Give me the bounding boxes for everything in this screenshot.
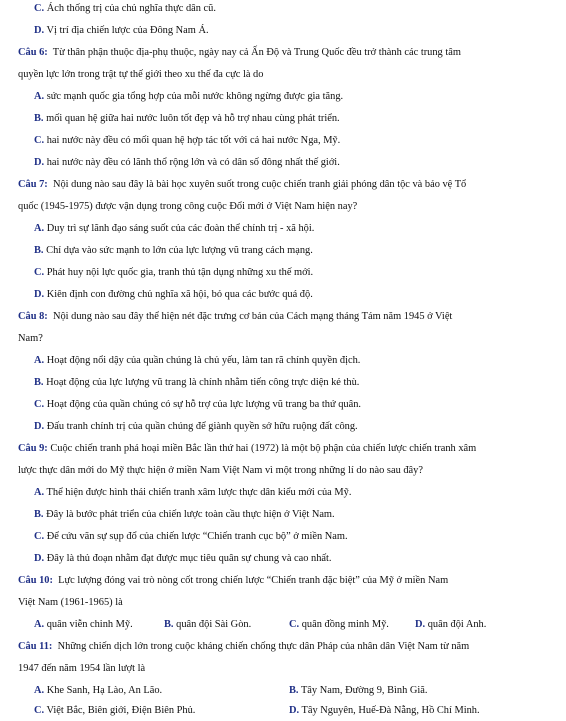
option-text: Thể hiện được hình thái chiến tranh xâm lược thực dân kiểu mới của Mỹ. (46, 487, 352, 498)
question-number: Câu 11: (18, 641, 53, 652)
option-text: Duy trì sự lãnh đạo sáng suốt của các đoàn thể chính trị - xã hội. (46, 223, 315, 234)
question-8-continued (18, 334, 43, 344)
option-letter: C. (34, 3, 45, 14)
question-text: quốc (1945-1975) được vận dụng trong công cuộc Đổi mới ở Việt Nam hiện nay? (18, 201, 358, 212)
question-text: quyền lực lớn trong trật tự thế giới theo xu thế đa cực là do (18, 69, 264, 80)
question-number: Câu 8: (18, 311, 48, 322)
question-6-continued (18, 70, 263, 80)
question-number: Câu 7: (18, 179, 48, 190)
option-letter: D. (289, 705, 300, 716)
option-letter: C. (34, 135, 45, 146)
option-a (34, 620, 133, 630)
question-number: Câu 6: (18, 47, 48, 58)
option-a (34, 224, 314, 234)
option-text: sức mạnh quốc gia tổng hợp của mỗi nước không ngừng được gia tăng. (46, 91, 344, 102)
option-c (34, 136, 340, 146)
option-letter: A. (34, 355, 45, 366)
question-6 (18, 48, 461, 58)
option-text: Đấu tranh chính trị của quần chúng để giành quyền sở hữu ruộng đất công. (46, 421, 358, 432)
question-text: Nội dung nào sau đây là bài học xuyên suốt trong cuộc chiến tranh giải phóng dân tộc và bảo vệ Tổ (52, 179, 467, 190)
option-b (34, 378, 359, 388)
question-10 (18, 576, 448, 586)
option-c (34, 400, 361, 410)
question-10-continued (18, 598, 123, 608)
option-d (34, 290, 313, 300)
option-b (164, 620, 251, 630)
option-d (289, 706, 480, 716)
option-c (34, 268, 313, 278)
question-8 (18, 312, 452, 322)
option-text: quân đồng minh Mỹ. (301, 619, 389, 630)
option-text: Hoạt động của lực lượng vũ trang là chính nhằm tiến công trực diện kẻ thù. (46, 377, 360, 388)
option-text: Khe Sanh, Hạ Lào, An Lão. (46, 685, 163, 696)
option-text: Tây Nguyên, Huế-Đà Nẵng, Hồ Chí Minh. (301, 705, 480, 716)
question-text: Lực lượng đóng vai trò nòng cốt trong chiến lược “Chiến tranh đặc biệt” của Mỹ ở miền Nam (58, 575, 449, 586)
option-text: Phát huy nội lực quốc gia, tranh thủ tận dụng những xu thế mới. (46, 267, 314, 278)
option-b (34, 510, 335, 520)
option-letter: C. (34, 531, 45, 542)
question-number: Câu 9: (18, 443, 48, 454)
option-text: quân đội Sài Gòn. (176, 619, 252, 630)
option-letter: A. (34, 685, 45, 696)
option-d (34, 158, 340, 168)
option-a (34, 488, 351, 498)
question-7 (18, 180, 466, 190)
question-11-continued (18, 664, 145, 674)
option-d (34, 422, 358, 432)
option-c (289, 620, 389, 630)
option-letter: D. (34, 157, 45, 168)
question-text: Nam? (18, 333, 43, 344)
option-letter: A. (34, 619, 45, 630)
option-letter: A. (34, 487, 45, 498)
option-text: quân đội Anh. (427, 619, 487, 630)
question-9-continued (18, 466, 423, 476)
option-b (34, 114, 340, 124)
option-b (289, 686, 428, 696)
option-letter: C. (289, 619, 300, 630)
option-letter: B. (164, 619, 174, 630)
option-letter: D. (34, 553, 45, 564)
option-text: Việt Bắc, Biên giới, Điện Biên Phủ. (46, 705, 196, 716)
option-letter: D. (34, 25, 45, 36)
question-text: Nội dung nào sau đây thể hiện nét đặc trưng cơ bản của Cách mạng tháng Tám năm 1945 ở Việt (52, 311, 453, 322)
question-11 (18, 642, 469, 652)
question-text: Cuộc chiến tranh phá hoại miền Bắc lần thứ hai (1972) là một bộ phận của chiến lược chiến tranh xâm (50, 443, 477, 454)
option-letter: B. (34, 377, 44, 388)
option-text: Đây là bước phát triển của chiến lược toàn cầu thực hiện ở Việt Nam. (46, 509, 335, 520)
option-text: hai nước này đều có mối quan hệ hợp tác tốt với cả hai nước Nga, Mỹ. (46, 135, 341, 146)
option-text: Vị trí địa chiến lược của Đông Nam Á. (46, 25, 209, 36)
option-text: quân viễn chinh Mỹ. (46, 619, 133, 630)
option-c (34, 706, 195, 716)
question-text: lược thực dân mới do Mỹ thực hiện ở miền Nam Việt Nam vì một trong những lí do nào sau đây? (18, 465, 423, 476)
option-text: hai nước này đều có lãnh thổ rộng lớn và có dân số đông nhất thế giới. (46, 157, 340, 168)
option-a (34, 686, 162, 696)
option-text: mối quan hệ giữa hai nước luôn tốt đẹp và hỗ trợ nhau cùng phát triển. (46, 113, 340, 124)
option-letter: A. (34, 223, 45, 234)
question-9 (18, 444, 476, 454)
option-text: Kiên định con đường chủ nghĩa xã hội, bỏ qua các bước quá độ. (46, 289, 313, 300)
option-d (34, 554, 332, 564)
option-letter: D. (415, 619, 426, 630)
option-letter: C. (34, 267, 45, 278)
option-text: Chỉ dựa vào sức mạnh to lớn của lực lượng vũ trang cách mạng. (46, 245, 313, 256)
option-text: Ách thống trị của chủ nghĩa thực dân cũ. (46, 3, 216, 14)
option-letter: B. (34, 113, 44, 124)
option-letter: D. (34, 421, 45, 432)
option-d (34, 26, 209, 36)
option-d (415, 620, 486, 630)
option-b (34, 246, 313, 256)
option-text: Đây là thủ đoạn nhằm đạt được mục tiêu quân sự chung và cao nhất. (46, 553, 332, 564)
option-letter: D. (34, 289, 45, 300)
question-text: Việt Nam (1961-1965) là (18, 597, 123, 608)
option-c (34, 4, 216, 14)
question-text: Từ thân phận thuộc địa-phụ thuộc, ngày nay cả Ấn Độ và Trung Quốc đều trở thành các trung tâm (52, 47, 461, 58)
option-letter: A. (34, 91, 45, 102)
option-text: Hoạt động của quần chúng có sự hỗ trợ của lực lượng vũ trang ba thứ quân. (46, 399, 361, 410)
option-letter: B. (34, 509, 44, 520)
option-text: Hoạt động nổi dậy của quần chúng là chủ yếu, làm tan rã chính quyền địch. (46, 355, 361, 366)
option-c (34, 532, 348, 542)
option-letter: B. (34, 245, 44, 256)
option-letter: C. (34, 705, 45, 716)
question-7-continued (18, 202, 357, 212)
option-letter: C. (34, 399, 45, 410)
question-text: Những chiến dịch lớn trong cuộc kháng chiến chống thực dân Pháp của nhân dân Việt Nam từ năm (57, 641, 470, 652)
option-text: Tây Nam, Đường 9, Bình Giã. (300, 685, 428, 696)
option-text: Để cứu vãn sự sụp đổ của chiến lược “Chiến tranh cục bộ” ở miền Nam. (46, 531, 348, 542)
option-letter: B. (289, 685, 299, 696)
question-number: Câu 10: (18, 575, 53, 586)
option-a (34, 356, 360, 366)
question-text: 1947 đến năm 1954 lần lượt là (18, 663, 146, 674)
option-a (34, 92, 343, 102)
